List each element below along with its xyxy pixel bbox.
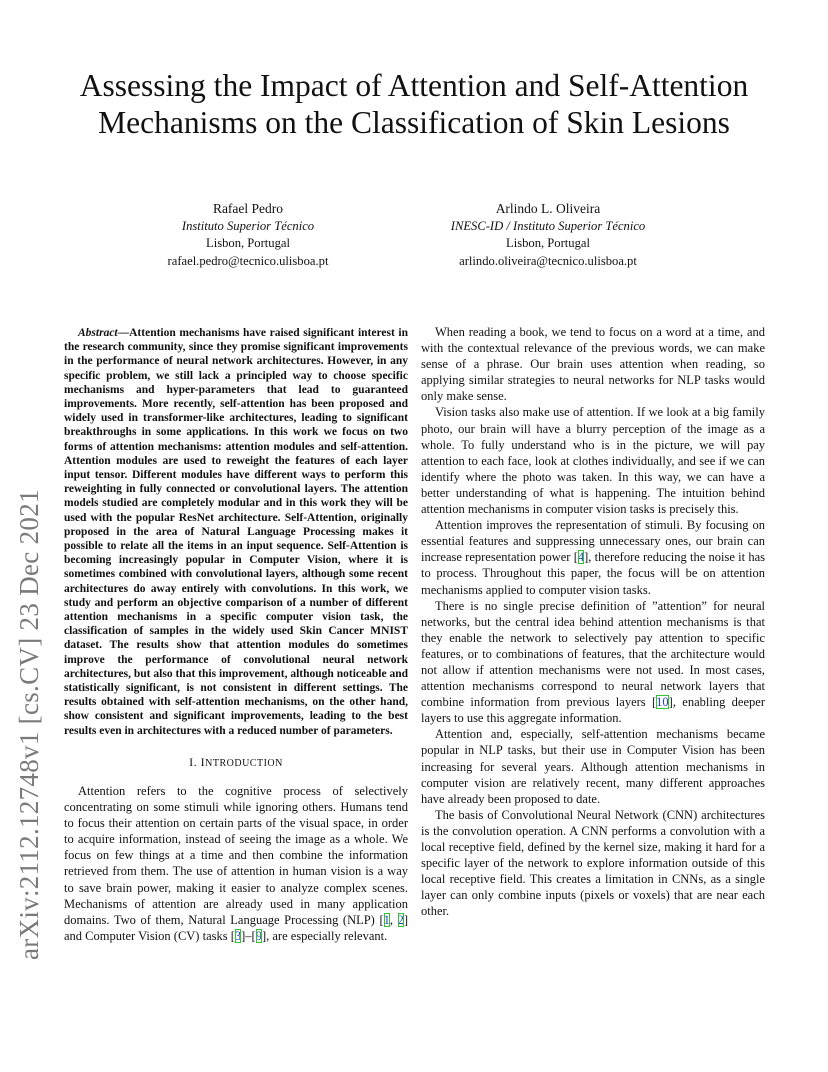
paragraph-text: ], therefore reducing the noise it has to process. Throughout this paper, the focus will be on attention mechanisms applied to computer vision tasks. [421, 550, 765, 597]
paragraph-text: Attention refers to the cognitive process of selectively concentrating on some stimuli while ignoring others. Humans tend to focus their attention on certain parts of the visual space, in order to acquire information, instead of seeing the image as a whole. We focus on few things at a time and then combine the information retrieved from them. The use of attention in human vision is a way to save brain power, making it easier to analyze complex scenes. Mechanisms of attention are already used in many application domains. Two of them, Natural Language Processing (NLP) [ [64, 783, 408, 927]
intro-paragraph-6: Attention and, especially, self-attention mechanisms became popular in NLP tasks, but their use in Computer Vision has been increasing for several years. Although attention mechanisms in computer vision are relatively recent, many different approaches have already been proposed to date. [421, 727, 765, 806]
paragraph-text: , [389, 912, 398, 927]
author-name: Arlindo L. Oliveira [495, 201, 601, 216]
intro-paragraph-3: Vision tasks also make use of attention. If we look at a big family photo, our brain will have a blurry perception of the image as a whole. To fully understand who is in the picture, we will pay attention to each face, look at clothes individually, and see if we can identify where the photo was taken. In this way, we can have a better understanding of what is happening. The intuition behind attention mechanisms in computer vision tasks is precisely this. [421, 405, 765, 517]
intro-paragraph-1 [64, 783, 408, 944]
section-number: I. [189, 754, 198, 769]
intro-paragraph-2: When reading a book, we tend to focus on a word at a time, and with the contextual relevance of the previous words, we can make sense of a phrase. Our brain uses attention when reading, so applying similar strategies to neural networks for NLP tasks would only make sense. [421, 325, 765, 404]
citation-link[interactable]: 10 [656, 695, 669, 710]
paragraph-text: ]–[ [241, 928, 256, 943]
citation-link[interactable]: 1 [383, 912, 390, 927]
section-title-rest: NTRODUCTION [205, 757, 283, 769]
author-affiliation: INESC-ID / Instituto Superior Técnico [450, 218, 646, 233]
paragraph-text: ], enabling deeper layers to use this aggregate information. [421, 695, 765, 726]
paper-title: Assessing the Impact of Attention and Self-Attention Mechanisms on the Classification of Skin Lesions [79, 68, 749, 140]
abstract-text: —Attention mechanisms have raised significant interest in the research community, since they promise significant improvements in the performance of neural network architectures. However, in any specific problem, we still lack a principled way to choose specific mechanisms and hyper-parameters that lead to guaranteed improvements. More recently, self-attention has been proposed and widely used in transformer-like architectures, leading to significant breakthroughs in some applications. In this work we focus on two forms of attention mechanisms: attention modules and self-attention. Attention modules are used to reweight the features of each layer input tensor. Different modules have different ways to perform this reweighting in fully connected or convolutional layers. The attention models studied are completely modular and in this work they will be used with the popular ResNet architecture. Self-Attention, originally proposed in the area of Natural Language Processing makes it possible to relate all the items in an input sequence. Self-Attention is becoming increasingly popular in Computer Vision, where it is sometimes combined with convolutional layers, although some recent architectures do away entirely with convolutions. In this work, we study and perform an objective comparison of a number of different attention mechanisms in a specific computer vision task, the classification of samples in the widely used Skin Cancer MNIST dataset. The results show that attention modules do sometimes improve the performance of convolutional neural network architectures, but also that this improvement, although noticeable and statistically significant, is not consistent in different settings. The results obtained with self-attention mechanisms, on the other hand, show consistent and significant improvements, leading to the best results even in architectures with a reduced number of parameters. [64, 327, 408, 737]
paragraph-text: Attention improves the representation of stimuli. By focusing on essential features and suppressing unnecessary ones, our brain can increase representation power [ [421, 518, 765, 565]
author-location: Lisbon, Portugal [506, 236, 590, 250]
citation-link[interactable]: 9 [255, 928, 262, 943]
citation-link[interactable]: 4 [577, 550, 585, 565]
abstract-label: Abstract [78, 327, 118, 339]
section-title [201, 755, 283, 769]
arxiv-identifier: arXiv:2112.12748v1 [cs.CV] 23 Dec 2021 [14, 489, 44, 960]
author-affiliation: Instituto Superior Técnico [181, 218, 315, 233]
author-2 [398, 200, 698, 270]
citation-link[interactable]: 3 [234, 928, 242, 943]
section-title-initial: I [200, 754, 206, 769]
right-column [421, 324, 765, 919]
paragraph-text: ], are especially relevant. [261, 928, 388, 943]
paragraph-text: There is no single precise definition of ”attention” for neural networks, but the central idea behind attention mechanisms is that they enable the network to selectively pay attention to specific features, or to combinations of features, that the architecture would not allow if attention mechanisms were not used. In most cases, attention mechanisms correspond to neural network layers that combine information from previous layers [ [421, 598, 765, 710]
citation-link[interactable]: 2 [397, 912, 404, 927]
author-1 [98, 200, 398, 270]
intro-paragraph-4 [421, 517, 765, 597]
author-location: Lisbon, Portugal [206, 236, 290, 250]
paragraph-text: ] and Computer Vision (CV) tasks [ [64, 912, 408, 943]
section-heading-introduction [64, 754, 408, 772]
intro-paragraph-5 [421, 598, 765, 727]
left-column [64, 324, 408, 944]
intro-paragraph-7: The basis of Convolutional Neural Network (CNN) architectures is the convolution operation. A CNN performs a convolution with a local receptive field, defined by the kernel size, making it hard for a specific layer of the network to explore information outside of this local receptive field. This creates a limitation in CNNs, as a single layer can only combine inputs (pixels or voxels) that are near each other. [421, 807, 765, 919]
author-email: arlindo.oliveira@tecnico.ulisboa.pt [459, 253, 637, 268]
author-name: Rafael Pedro [212, 201, 284, 216]
author-email: rafael.pedro@tecnico.ulisboa.pt [167, 253, 329, 268]
abstract [64, 326, 408, 738]
